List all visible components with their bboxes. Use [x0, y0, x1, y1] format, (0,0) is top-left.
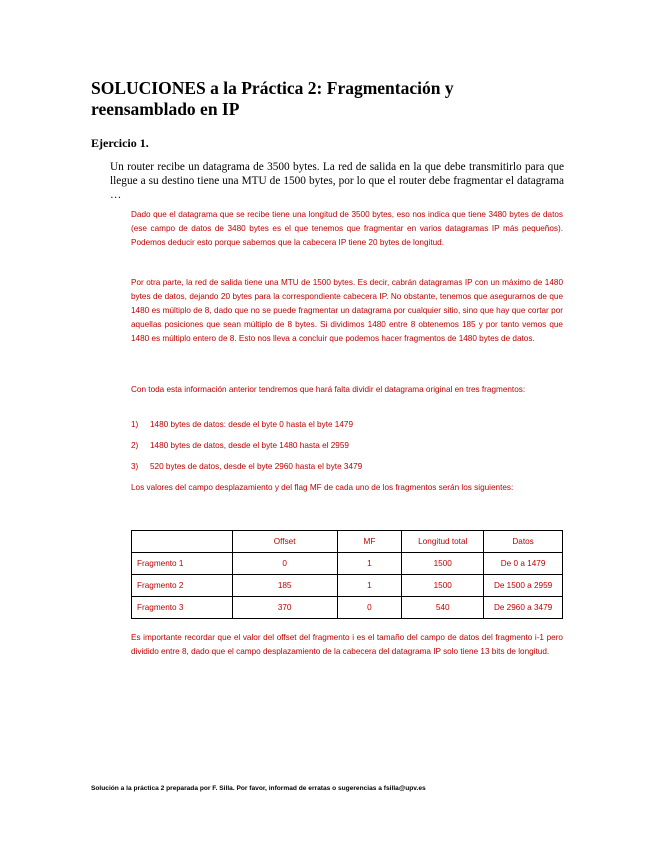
list-item-text: 1480 bytes de datos: desde el byte 0 hasta el byte 1479 — [150, 420, 354, 429]
table-cell: 1 — [337, 553, 402, 575]
table-cell: 0 — [337, 597, 402, 619]
table-cell: 540 — [402, 597, 484, 619]
list-item-number: 3) — [131, 462, 139, 471]
table-cell: Fragmento 3 — [132, 597, 233, 619]
table-header-cell: Offset — [232, 531, 337, 553]
table-cell: 1500 — [402, 553, 484, 575]
list-item — [131, 418, 563, 432]
answer-paragraph-1: Dado que el datagrama que se recibe tiene una longitud de 3500 bytes, eso nos indica que tiene 3480 bytes de datos (ese campo de datos de 3480 bytes es el que tenemos que fragmentar en varios datagramas IP más pequeños). Podemos deducir esto porque sabemos que la cabecera IP tiene 20 bytes de longitud. — [131, 210, 563, 247]
table-cell: 370 — [232, 597, 337, 619]
answer-paragraph-5: Es importante recordar que el valor del offset del fragmento i es el tamaño del campo de datos del fragmento i-1 pero dividido entre 8, dado que el campo desplazamiento de la cabecera del datagrama IP solo tiene 13 bits de longitud. — [131, 633, 563, 656]
table-row — [132, 597, 563, 619]
table-cell: 0 — [232, 553, 337, 575]
table-cell: De 0 a 1479 — [484, 553, 563, 575]
exercise-statement: Un router recibe un datagrama de 3500 bytes. La red de salida en la que debe transmitirlo para que llegue a su destino tiene una MTU de 1500 bytes, por lo que el router debe fragmentar el datagrama … — [110, 161, 564, 201]
answer-paragraph-2: Por otra parte, la red de salida tiene una MTU de 1500 bytes. Es decir, cabrán datagramas IP con un máximo de 1480 bytes de datos, dejando 20 bytes para la correspondiente cabecera IP. No obstante, tenemos que asegurarnos de que 1480 es múltiplo de 8, dado que no se puede fragmentar un datagrama por cualquier sitio, sino que hay que cortar por aquellas posiciones que sean múltiplo de 8 bytes. Si dividimos 1480 entre 8 obtenemos 185 y por tanto vemos que 1480 es múltiplo entero de 8. Esto nos lleva a concluir que podemos hacer fragmentos de 1480 bytes de datos. — [131, 278, 563, 343]
table-header-cell: MF — [337, 531, 402, 553]
list-item-text: 1480 bytes de datos, desde el byte 1480 hasta el 2959 — [150, 441, 349, 450]
table-cell: 185 — [232, 575, 337, 597]
table-row — [132, 575, 563, 597]
list-item — [131, 439, 563, 453]
table-cell: De 1500 a 2959 — [484, 575, 563, 597]
table-header-cell: Longitud total — [402, 531, 484, 553]
table-cell: 1 — [337, 575, 402, 597]
table-cell: De 2960 a 3479 — [484, 597, 563, 619]
table-header-cell — [132, 531, 233, 553]
list-item-number: 1) — [131, 420, 139, 429]
list-item — [131, 460, 563, 474]
answer-paragraph-4: Los valores del campo desplazamiento y del flag MF de cada uno de los fragmentos serán los siguientes: — [131, 483, 514, 492]
table-cell: Fragmento 2 — [132, 575, 233, 597]
table-header-cell: Datos — [484, 531, 563, 553]
answer-paragraph-3: Con toda esta información anterior tendremos que hará falta dividir el datagrama original en tres fragmentos: — [131, 385, 526, 394]
list-item-text: 520 bytes de datos, desde el byte 2960 hasta el byte 3479 — [150, 462, 363, 471]
table-row — [132, 553, 563, 575]
page-footer: Solución a la práctica 2 preparada por F. Silla. Por favor, informad de erratas o sugerencias a fsilla@upv.es — [91, 785, 426, 792]
list-item-number: 2) — [131, 441, 139, 450]
page-title: SOLUCIONES a la Práctica 2: Fragmentación y reensamblado en IP — [91, 78, 454, 119]
exercise-heading: Ejercicio 1. — [91, 136, 149, 150]
fragments-table — [131, 530, 563, 619]
table-cell: 1500 — [402, 575, 484, 597]
table-header-row — [132, 531, 563, 553]
table-cell: Fragmento 1 — [132, 553, 233, 575]
